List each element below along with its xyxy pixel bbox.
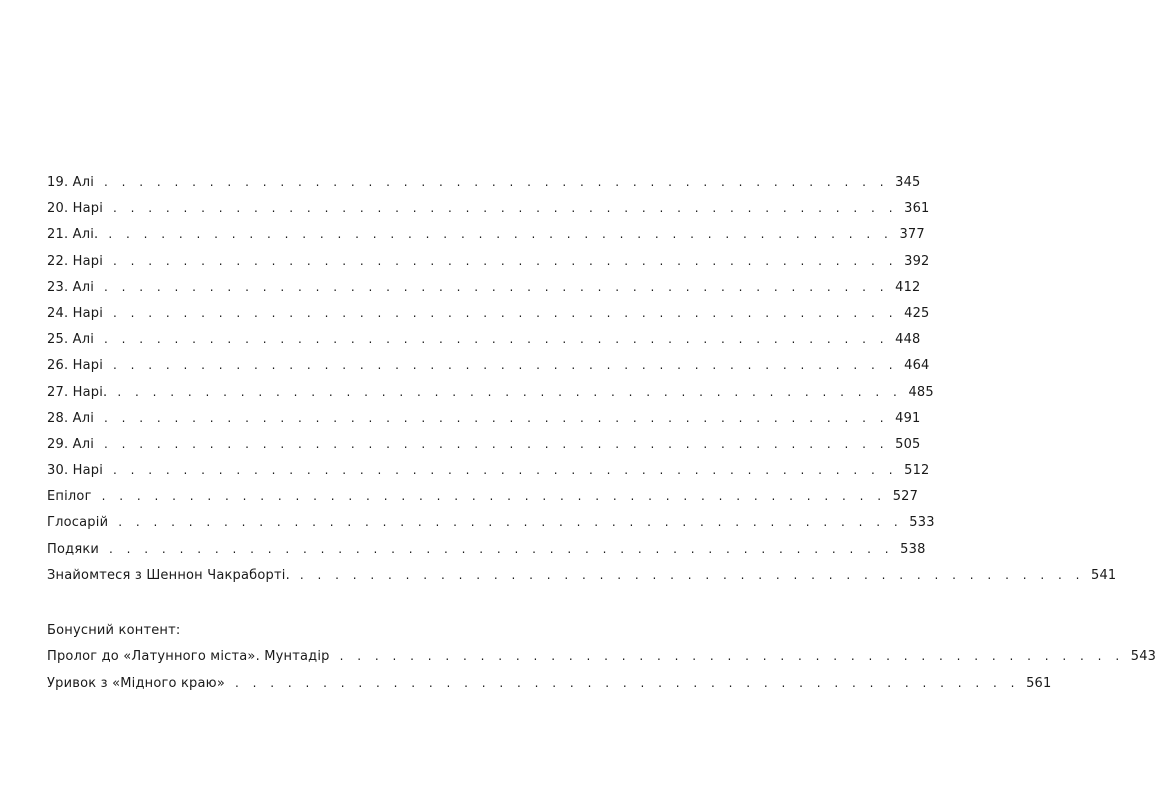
dot-leader: . . . . . . . . . . . . . . . . . . . . . . . . . . . . . . . . . . . . . . . . . . . . . [113,463,898,478]
toc-entry-20[interactable] [47,201,930,227]
toc-entry-epilogue[interactable] [47,489,919,515]
dot-leader: . . . . . . . . . . . . . . . . . . . . . . . . . . . . . . . . . . . . . . . . . . . . . [104,279,889,294]
dot-leader: . . . . . . . . . . . . . . . . . . . . . . . . . . . . . . . . . . . . . . . . . . . . . [104,332,889,347]
toc-entry-26[interactable] [47,358,930,384]
dot-leader: . . . . . . . . . . . . . . . . . . . . . . . . . . . . . . . . . . . . . . . . . . . . . [339,649,1125,663]
toc-page-number: 541 [1090,567,1117,583]
dot-leader: . . . . . . . . . . . . . . . . . . . . . . . . . . . . . . . . . . . . . . . . . . . . . [118,515,903,530]
toc-entry-30[interactable] [47,463,930,489]
dot-leader: . . . . . . . . . . . . . . . . . . . . . . . . . . . . . . . . . . . . . . . . . . . . . [113,358,898,373]
toc-entry-21[interactable] [47,227,925,253]
toc-page-number: 505 [895,436,921,452]
toc-page-number: 561 [1026,676,1052,691]
toc-entry-prologue-muntadhir[interactable] [47,649,1156,676]
toc-entry-title: 24. Нарі [47,305,104,321]
toc-entry-title: 22. Нарі [47,253,104,269]
toc-entry-title: 20. Нарі [47,201,104,217]
toc-entry-28[interactable] [47,410,921,437]
toc-page-number: 412 [895,279,921,295]
toc-entry-title: 19. Алі [47,175,95,190]
toc-entry-23[interactable] [47,279,921,306]
toc-page-number: 377 [899,227,925,243]
toc-entry-title: 26. Нарі [47,358,104,374]
toc-page-number: 512 [904,463,930,479]
toc-entry-title: Подяки [47,541,100,557]
toc-entry-about-author[interactable] [47,567,1117,594]
dot-leader: . . . . . . . . . . . . . . . . . . . . . . . . . . . . . . . . . . . . . . . . . . . . . [101,489,887,504]
bonus-content-list [47,649,1156,703]
dot-leader: . . . . . . . . . . . . . . . . . . . . . . . . . . . . . . . . . . . . . . . . . . . . . [104,410,889,425]
toc-page-number: 527 [892,489,919,505]
toc-entry-title: Глосарій [47,515,109,531]
toc-entry-glossary[interactable] [47,515,935,541]
toc-page-number: 533 [909,515,935,531]
toc-entry-acknowledgements[interactable] [47,541,926,568]
toc-entry-title: 30. Нарі [47,463,104,479]
toc-page-number: 345 [895,175,921,190]
toc-page-number: 538 [900,541,926,557]
toc-page-number: 448 [895,332,921,348]
toc-page-number: 425 [904,305,930,321]
toc-entry-title: Епілог [47,489,92,505]
toc-page-number: 361 [904,201,930,217]
dot-leader: . . . . . . . . . . . . . . . . . . . . . . . . . . . . . . . . . . . . . . . . . . . . . [104,436,889,451]
dot-leader: . . . . . . . . . . . . . . . . . . . . . . . . . . . . . . . . . . . . . . . . . . . . . [113,201,898,216]
dot-leader: . . . . . . . . . . . . . . . . . . . . . . . . . . . . . . . . . . . . . . . . . . . . . [108,227,893,242]
dot-leader: . . . . . . . . . . . . . . . . . . . . . . . . . . . . . . . . . . . . . . . . . . . . . [299,567,1085,582]
toc-entry-19[interactable] [47,175,921,201]
toc-entry-title: 25. Алі [47,332,95,348]
dot-leader: . . . . . . . . . . . . . . . . . . . . . . . . . . . . . . . . . . . . . . . . . . . . . [104,175,889,189]
table-of-contents [47,175,1117,594]
toc-entry-29[interactable] [47,436,921,463]
toc-entry-24[interactable] [47,305,930,332]
toc-page-number: 464 [904,358,930,374]
toc-entry-title: Знайомтеся з Шеннон Чакраборті. [47,567,290,583]
toc-page-number: 485 [908,384,934,400]
toc-entry-title: 21. Алі. [47,227,99,243]
bonus-content-heading: Бонусний контент: [47,623,181,638]
toc-entry-excerpt[interactable] [47,676,1052,703]
toc-entry-title: Уривок з «Мідного краю» [47,676,225,691]
toc-page-number: 491 [895,410,921,426]
toc-entry-title: 23. Алі [47,279,95,295]
toc-entry-title: 29. Алі [47,436,95,452]
toc-entry-title: Пролог до «Латунного міста». Мунтадір [47,649,330,664]
toc-entry-27[interactable] [47,384,934,411]
toc-entry-title: 27. Нарі. [47,384,108,400]
dot-leader: . . . . . . . . . . . . . . . . . . . . . . . . . . . . . . . . . . . . . . . . . . . . . [117,384,902,399]
dot-leader: . . . . . . . . . . . . . . . . . . . . . . . . . . . . . . . . . . . . . . . . . . . . . [109,541,894,556]
dot-leader: . . . . . . . . . . . . . . . . . . . . . . . . . . . . . . . . . . . . . . . . . . . . . [234,676,1020,690]
toc-page-number: 543 [1130,649,1156,664]
toc-page-number: 392 [904,253,930,269]
dot-leader: . . . . . . . . . . . . . . . . . . . . . . . . . . . . . . . . . . . . . . . . . . . . . [113,305,898,320]
toc-entry-22[interactable] [47,253,930,280]
toc-entry-title: 28. Алі [47,410,95,426]
toc-entry-25[interactable] [47,332,921,358]
dot-leader: . . . . . . . . . . . . . . . . . . . . . . . . . . . . . . . . . . . . . . . . . . . . . [113,253,898,268]
